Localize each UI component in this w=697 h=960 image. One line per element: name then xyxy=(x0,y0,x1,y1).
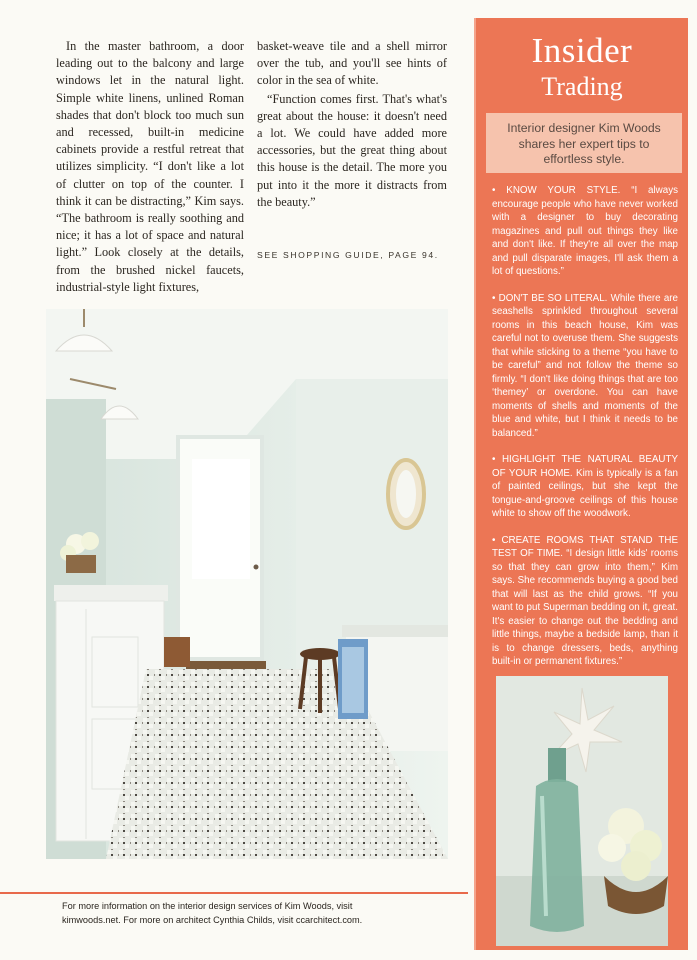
tips-list xyxy=(492,184,678,669)
footer-line: kimwoods.net. For more on architect Cynthia Childs, visit ccarchitect.com. xyxy=(62,915,363,925)
tip-item xyxy=(492,292,678,441)
footer-line: For more information on the interior design services of Kim Woods, visit xyxy=(62,901,353,911)
body-paragraph: basket-weave tile and a shell mirror over the tub, and you'll see hints of color in the sea of white. xyxy=(257,39,447,88)
tip-title: • CREATE ROOMS THAT STAND THE TEST OF TIME. xyxy=(492,534,678,559)
tip-text: “I design little kids' rooms so that they can grow into them,” Kim says. She recommends buying a good bed that will last as the child grows. “If you want to put Superman bedding on it, great. It's easier to change out the bedding and little things, maybe a bedside lamp, than it is to change dressers, beds, anything built-in or permanent fixtures.” xyxy=(492,548,679,667)
sidebar-subtitle: Interior designer Kim Woods shares her expert tips to effortless style. xyxy=(486,113,682,173)
sidebar-title: Trading xyxy=(541,72,623,101)
tip-title: • KNOW YOUR STYLE. xyxy=(492,185,621,196)
tip-item xyxy=(492,534,678,669)
tip-text: Kim is typically is a fan of painted ceilings, but she kept the tongue-and-groove ceilings of this house white to show off the woodwork. xyxy=(492,467,678,519)
body-paragraph: “Function comes first. That's what's great about the house: it doesn't need a lot. We could have added more accessories, but the great thing about this house is the detail. The more you put into it the more it distracts from the beauty.” xyxy=(257,91,447,209)
tip-text: While there are seashells sprinkled throughout several rooms in this beach house, Kim was careful not to overuse them. She suggests that while sticking to a theme “you have to be careful” and not follow the theme so firmly. “I don't like doing things that are too ‘themey’ or overdone. You can have moments of shells and moments of the blue and white, but I think it needs to be balanced.” xyxy=(492,292,678,439)
tip-text: “I always encourage people who have never worked with a designer to buy decorating magazines and pull out things they like and don't like. If they're all over the map and pull disparate images, I'll ask them a lot of questions.” xyxy=(492,185,678,277)
tip-title: • DON'T BE SO LITERAL. xyxy=(492,292,608,304)
body-column-left xyxy=(56,38,244,296)
shopping-guide-reference: SEE SHOPPING GUIDE, PAGE 94. xyxy=(257,250,439,260)
tip-title: • HIGHLIGHT THE NATURAL BEAUTY OF YOUR HOME. xyxy=(492,454,678,479)
footer-rule xyxy=(0,892,468,894)
insider-trading-sidebar xyxy=(474,18,688,950)
tip-item xyxy=(492,453,678,521)
body-column-right xyxy=(257,38,447,211)
bottle-and-flowers-photo xyxy=(496,676,668,946)
bathroom-photo xyxy=(46,309,448,859)
tip-item xyxy=(492,184,678,279)
sidebar-title: Insider xyxy=(531,31,633,70)
footer-credits xyxy=(62,899,452,927)
body-paragraph: In the master bathroom, a door leading out to the balcony and large windows let in the natural light. Simple white linens, unlined Roman shades that don't block too much sun and recessed, built-in medicine cabinets provide a restful retreat that utilizes simplicity. “I don't like a lot of clutter on top of the counter. I think it can be distracting,” Kim says. “The bathroom is really soothing and nice; it has a lot of space and natural light.” Look closely at the details, from the brushed nickel faucets, industrial-style light fixtures, xyxy=(56,39,244,294)
